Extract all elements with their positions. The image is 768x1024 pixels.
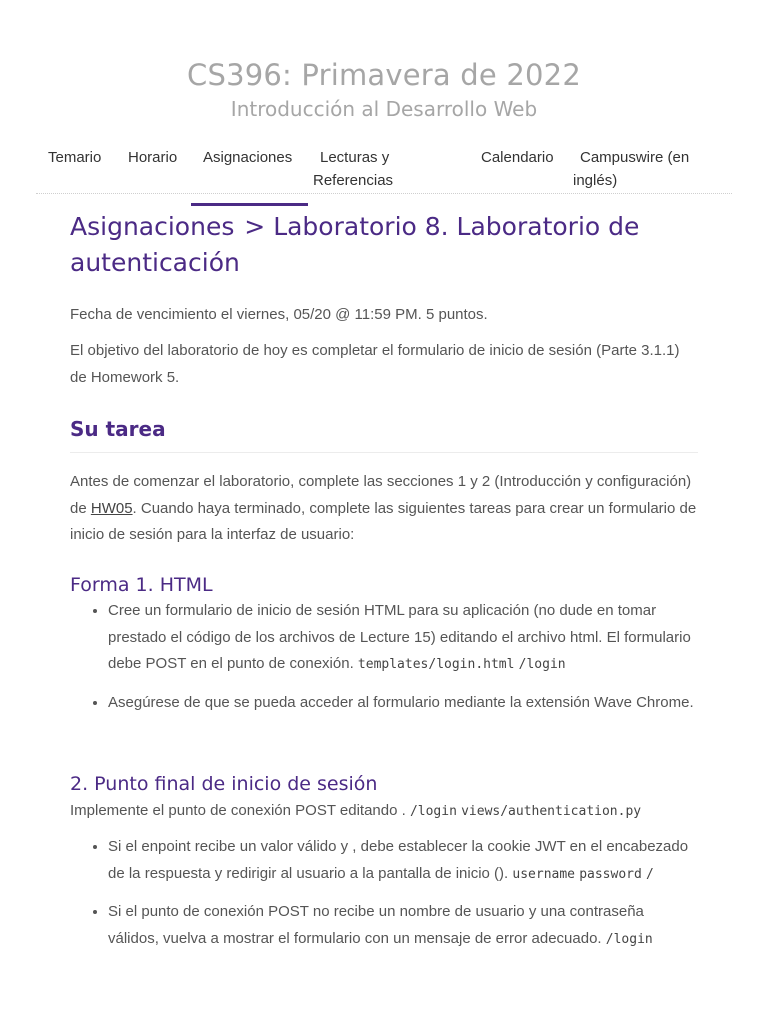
heading-divider bbox=[70, 452, 698, 453]
nav-item-lecturas-line1: Lecturas y bbox=[320, 149, 390, 166]
list-item bbox=[108, 690, 698, 717]
nav-item-campuswire-line2: inglés) bbox=[573, 172, 618, 189]
site-subtitle: Introducción al Desarrollo Web bbox=[230, 97, 538, 121]
code-login-endpoint: /login bbox=[605, 931, 653, 947]
tarea-intro-after: . Cuando haya terminado, complete las siguientes tareas para crear un formulario de inicio de sesión para la interfaz de usuario: bbox=[70, 499, 697, 543]
code-login-endpoint: /login bbox=[518, 657, 566, 672]
page-title-text: Laboratorio 8. Laboratorio de autenticación bbox=[70, 212, 640, 277]
list-item bbox=[108, 899, 698, 953]
nav-divider bbox=[36, 193, 732, 194]
code-username: username bbox=[512, 866, 576, 882]
section2-list bbox=[70, 834, 698, 964]
code-root-path: / bbox=[645, 866, 654, 882]
code-login-endpoint: /login bbox=[409, 804, 457, 819]
section2-item2-text: Si el punto de conexión POST no recibe un nombre de usuario y una contraseña válidos, vuelva a mostrar el formulario con un mensaje de error adecuado. bbox=[108, 903, 644, 947]
nav-active-indicator bbox=[191, 203, 308, 206]
nav-item-campuswire-line1: Campuswire (en bbox=[580, 149, 690, 166]
su-tarea-heading: Su tarea bbox=[70, 417, 166, 441]
nav-item-lecturas-line2: Referencias bbox=[313, 172, 394, 189]
code-authentication-py: views/authentication.py bbox=[461, 804, 642, 819]
site-title[interactable]: CS396: Primavera de 2022 bbox=[187, 58, 581, 92]
code-login-html: templates/login.html bbox=[357, 657, 515, 672]
section2-item1-text: Si el enpoint recibe un valor válido y , debe establecer la cookie JWT en el encabezado de la respuesta y redirigir al usuario a la pantalla de inicio (). bbox=[108, 838, 689, 882]
nav-item-horario[interactable]: Horario bbox=[128, 149, 178, 166]
section2-intro-text: Implemente el punto de conexión POST editando . bbox=[70, 802, 406, 819]
section1-list bbox=[70, 598, 698, 727]
nav-item-calendario[interactable]: Calendario bbox=[481, 149, 554, 166]
objective-text: El objetivo del laboratorio de hoy es completar el formulario de inicio de sesión (Parte 3.1.1) de Homework 5. bbox=[70, 342, 680, 386]
main-nav bbox=[0, 0, 768, 210]
tarea-intro-before: Antes de comenzar el laboratorio, complete las secciones 1 y 2 (Introducción y configuración) de bbox=[70, 473, 692, 517]
section1-item1-text: Cree un formulario de inicio de sesión HTML para su aplicación (no dude en tomar prestado el código de los archivos de Lecture 15) editando el archivo html. El formulario debe POST en el punto de conexión. bbox=[108, 602, 691, 672]
nav-item-asignaciones[interactable]: Asignaciones bbox=[203, 149, 293, 166]
breadcrumb-assignments-link[interactable]: Asignaciones bbox=[70, 212, 235, 241]
breadcrumb-separator: > bbox=[236, 212, 274, 241]
section2-intro bbox=[70, 798, 698, 826]
nav-item-lecturas[interactable] bbox=[313, 146, 443, 192]
nav-item-temario[interactable]: Temario bbox=[48, 149, 102, 166]
list-item bbox=[108, 834, 698, 888]
nav-item-campuswire[interactable] bbox=[573, 146, 723, 192]
hw05-link[interactable]: HW05 bbox=[90, 499, 133, 517]
section1-item2-text: Asegúrese de que se pueda acceder al formulario mediante la extensión Wave Chrome. bbox=[108, 693, 694, 711]
section2-heading: 2. Punto final de inicio de sesión bbox=[70, 773, 378, 795]
code-password: password bbox=[579, 866, 642, 882]
page-title bbox=[70, 209, 700, 281]
due-date-text: Fecha de vencimiento el viernes, 05/20 @ 11:59 PM. 5 puntos. bbox=[70, 306, 488, 323]
tarea-intro bbox=[70, 469, 698, 549]
list-item bbox=[108, 598, 698, 679]
section1-heading: Forma 1. HTML bbox=[70, 574, 213, 596]
